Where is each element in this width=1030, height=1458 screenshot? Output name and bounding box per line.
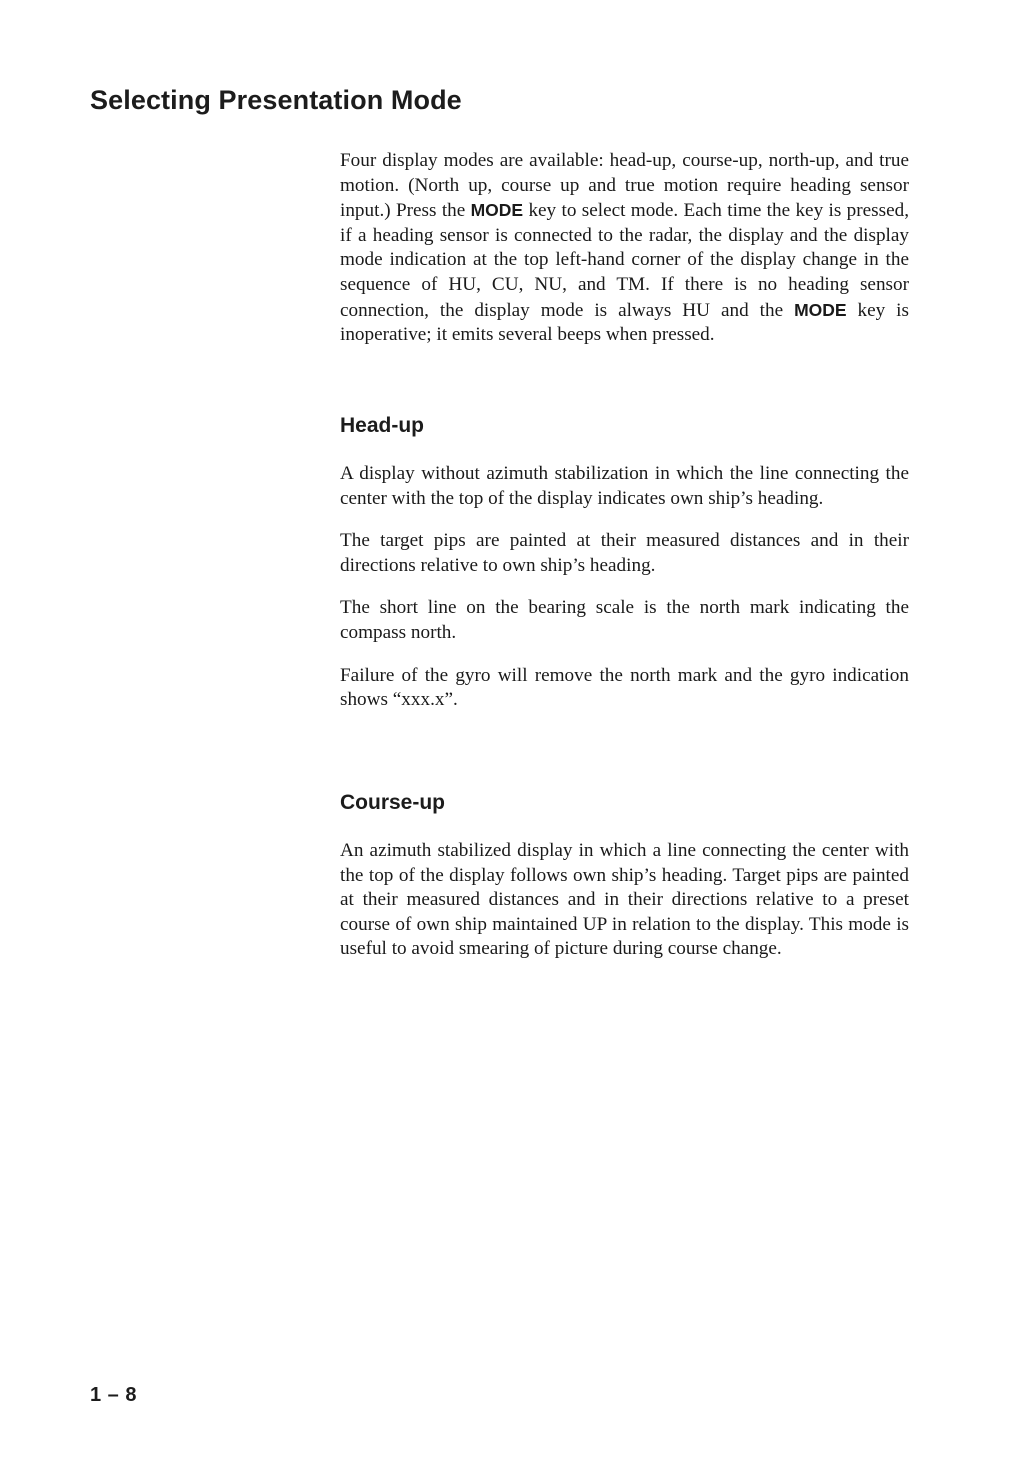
intro-text-part-3: key is inoperative; it emits several beeps when pressed. [340,299,909,346]
page-number: 1 – 8 [90,1384,137,1406]
course-up-section [340,839,909,962]
head-up-heading: Head-up [340,414,424,437]
course-up-heading: Course-up [340,791,445,814]
head-up-section [340,462,909,713]
course-up-paragraph-1: An azimuth stabilized display in which a line connecting the center with the top of the display follows own ship’s heading. Target pips are painted at their measured distances and in their directions relative to a preset course of own ship maintained UP in relation to the display. This mode is useful to avoid smearing of picture during course change. [340,840,909,960]
head-up-paragraph-4: Failure of the gyro will remove the north mark and the gyro indication shows “xxx.x”. [340,664,909,711]
intro-text-part-1: Four display modes are available: head-up, course-up, north-up, and true motion. (North up, course up and true motion require heading sensor input.) Press the [340,150,909,222]
page-title: Selecting Presentation Mode [90,85,462,115]
intro-paragraph [340,149,909,348]
head-up-paragraph-1: A display without azimuth stabilization in which the line connecting the center with the top of the display indicates own ship’s heading. [340,463,909,509]
mode-key-label: MODE [794,299,847,320]
head-up-paragraph-3: The short line on the bearing scale is the north mark indicating the compass north. [340,597,909,643]
intro-text-part-2: key to select mode. Each time the key is pressed, if a heading sensor is connected to the radar, the display and the display mode indication at the top left-hand corner of the display change in the sequence of HU, CU, NU, and TM. If there is no heading sensor connection, the display mode is always HU and the [340,200,909,321]
intro-text [340,149,909,348]
head-up-paragraph-2: The target pips are painted at their measured distances and in their directions relative to own ship’s heading. [340,530,909,576]
mode-key-label: MODE [470,200,524,221]
